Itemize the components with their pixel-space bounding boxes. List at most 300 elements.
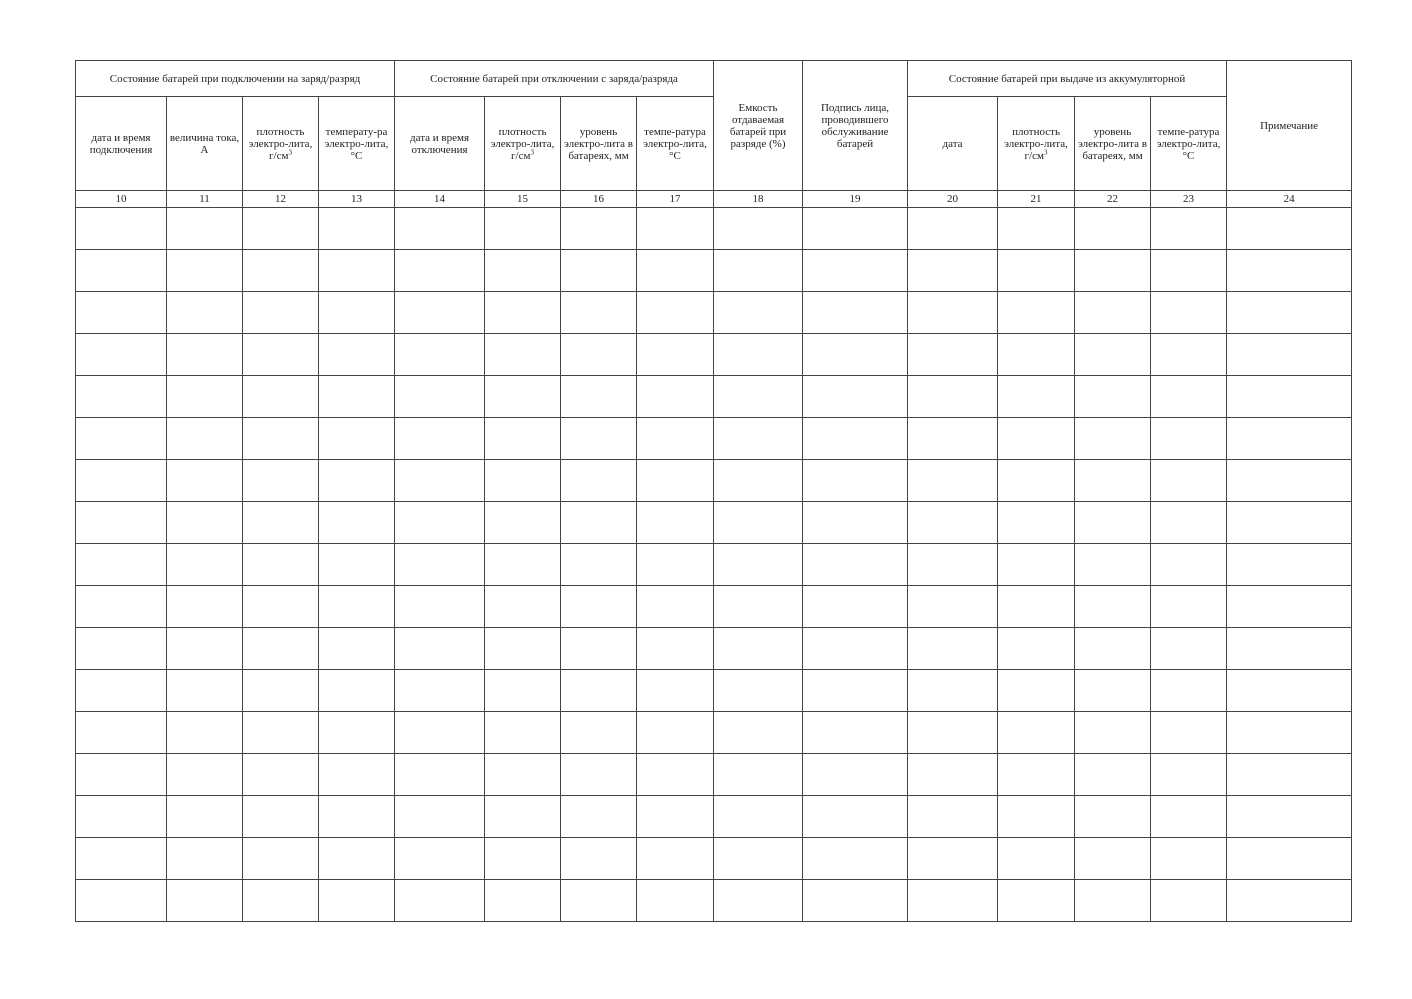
header-connect-density xyxy=(243,97,319,191)
header-current: величина тока, А xyxy=(167,97,243,191)
table-cell[interactable] xyxy=(1075,502,1151,544)
table-cell[interactable] xyxy=(395,712,485,754)
table-cell[interactable] xyxy=(1151,460,1227,502)
table-cell[interactable] xyxy=(485,334,561,376)
table-row xyxy=(76,502,1352,544)
table-cell[interactable] xyxy=(395,586,485,628)
table-cell[interactable] xyxy=(1075,670,1151,712)
table-cell[interactable] xyxy=(395,208,485,250)
table-cell[interactable] xyxy=(561,376,637,418)
table-row xyxy=(76,670,1352,712)
column-number: 19 xyxy=(803,191,908,208)
table-cell[interactable] xyxy=(714,502,803,544)
table-cell[interactable] xyxy=(76,376,167,418)
table-cell[interactable] xyxy=(908,712,998,754)
table-cell[interactable] xyxy=(1151,586,1227,628)
table-cell[interactable] xyxy=(485,670,561,712)
group-header-disconnect: Состояние батарей при отключении с заряда/разряда xyxy=(395,61,714,97)
column-number: 22 xyxy=(1075,191,1151,208)
table-cell[interactable] xyxy=(395,544,485,586)
column-number: 15 xyxy=(485,191,561,208)
table-cell[interactable] xyxy=(1227,460,1352,502)
table-cell[interactable] xyxy=(1151,334,1227,376)
table-cell[interactable] xyxy=(243,628,319,670)
table-cell[interactable] xyxy=(803,334,908,376)
table-cell[interactable] xyxy=(1075,292,1151,334)
table-cell[interactable] xyxy=(243,376,319,418)
table-cell[interactable] xyxy=(395,376,485,418)
table-cell[interactable] xyxy=(1075,544,1151,586)
table-cell[interactable] xyxy=(998,418,1075,460)
table-cell[interactable] xyxy=(167,460,243,502)
table-cell[interactable] xyxy=(167,796,243,838)
header-capacity: Емкость отдаваемая батарей при разряде (%) xyxy=(714,61,803,191)
table-cell[interactable] xyxy=(714,544,803,586)
table-cell[interactable] xyxy=(1227,712,1352,754)
superscript-3: 3 xyxy=(1043,147,1048,156)
table-cell[interactable] xyxy=(908,754,998,796)
table-row xyxy=(76,544,1352,586)
table-cell[interactable] xyxy=(485,376,561,418)
table-cell[interactable] xyxy=(637,418,714,460)
table-cell[interactable] xyxy=(319,292,395,334)
table-cell[interactable] xyxy=(561,502,637,544)
table-cell[interactable] xyxy=(167,712,243,754)
table-cell[interactable] xyxy=(803,460,908,502)
table-cell[interactable] xyxy=(908,586,998,628)
column-number: 12 xyxy=(243,191,319,208)
table-cell[interactable] xyxy=(1151,670,1227,712)
table-cell[interactable] xyxy=(76,460,167,502)
table-cell[interactable] xyxy=(908,628,998,670)
table-cell[interactable] xyxy=(803,880,908,922)
header-issue-level: уровень электро-лита в батареях, мм xyxy=(1075,97,1151,191)
table-cell[interactable] xyxy=(1227,334,1352,376)
table-cell[interactable] xyxy=(243,838,319,880)
table-cell[interactable] xyxy=(76,880,167,922)
table-cell[interactable] xyxy=(319,628,395,670)
table-cell[interactable] xyxy=(637,208,714,250)
table-cell[interactable] xyxy=(243,712,319,754)
table-cell[interactable] xyxy=(243,502,319,544)
table-cell[interactable] xyxy=(485,460,561,502)
table-cell[interactable] xyxy=(1075,796,1151,838)
table-cell[interactable] xyxy=(803,502,908,544)
table-cell[interactable] xyxy=(1075,460,1151,502)
table-cell[interactable] xyxy=(1075,628,1151,670)
column-number: 20 xyxy=(908,191,998,208)
table-cell[interactable] xyxy=(243,544,319,586)
table-cell[interactable] xyxy=(998,712,1075,754)
table-cell[interactable] xyxy=(319,796,395,838)
table-cell[interactable] xyxy=(998,586,1075,628)
table-cell[interactable] xyxy=(803,838,908,880)
table-cell[interactable] xyxy=(319,586,395,628)
table-cell[interactable] xyxy=(637,796,714,838)
table-cell[interactable] xyxy=(1151,754,1227,796)
table-cell[interactable] xyxy=(714,418,803,460)
table-cell[interactable] xyxy=(1151,418,1227,460)
table-cell[interactable] xyxy=(1075,880,1151,922)
table-cell[interactable] xyxy=(714,208,803,250)
table-row xyxy=(76,586,1352,628)
table-cell[interactable] xyxy=(998,208,1075,250)
column-number: 14 xyxy=(395,191,485,208)
table-cell[interactable] xyxy=(1075,712,1151,754)
table-cell[interactable] xyxy=(803,712,908,754)
table-cell[interactable] xyxy=(1227,754,1352,796)
table-cell[interactable] xyxy=(714,334,803,376)
table-cell[interactable] xyxy=(243,670,319,712)
table-cell[interactable] xyxy=(167,334,243,376)
table-row xyxy=(76,376,1352,418)
table-cell[interactable] xyxy=(1227,880,1352,922)
table-cell[interactable] xyxy=(395,838,485,880)
table-cell[interactable] xyxy=(485,502,561,544)
table-row xyxy=(76,628,1352,670)
table-cell[interactable] xyxy=(803,418,908,460)
table-cell[interactable] xyxy=(637,502,714,544)
table-cell[interactable] xyxy=(485,796,561,838)
table-cell[interactable] xyxy=(485,712,561,754)
table-cell[interactable] xyxy=(76,334,167,376)
table-cell[interactable] xyxy=(908,670,998,712)
table-cell[interactable] xyxy=(561,838,637,880)
table-cell[interactable] xyxy=(637,838,714,880)
table-cell[interactable] xyxy=(319,250,395,292)
table-row xyxy=(76,418,1352,460)
table-cell[interactable] xyxy=(637,628,714,670)
header-issue-density-text: плотность электро-лита, г/см xyxy=(1004,125,1068,162)
table-cell[interactable] xyxy=(485,418,561,460)
table-cell[interactable] xyxy=(1227,796,1352,838)
table-cell[interactable] xyxy=(1151,880,1227,922)
table-cell[interactable] xyxy=(167,754,243,796)
table-cell[interactable] xyxy=(243,334,319,376)
table-cell[interactable] xyxy=(998,292,1075,334)
column-numbers-row xyxy=(76,191,1352,208)
header-issue-temperature: темпе-ратура электро-лита, °C xyxy=(1151,97,1227,191)
table-cell[interactable] xyxy=(485,586,561,628)
table-cell[interactable] xyxy=(485,292,561,334)
table-cell[interactable] xyxy=(1151,712,1227,754)
table-cell[interactable] xyxy=(76,586,167,628)
table-cell[interactable] xyxy=(637,544,714,586)
table-cell[interactable] xyxy=(998,628,1075,670)
table-cell[interactable] xyxy=(1075,334,1151,376)
table-cell[interactable] xyxy=(395,250,485,292)
table-cell[interactable] xyxy=(998,376,1075,418)
table-cell[interactable] xyxy=(1227,670,1352,712)
table-row xyxy=(76,292,1352,334)
table-cell[interactable] xyxy=(1075,208,1151,250)
table-row xyxy=(76,838,1352,880)
table-cell[interactable] xyxy=(319,712,395,754)
table-cell[interactable] xyxy=(319,418,395,460)
table-cell[interactable] xyxy=(637,460,714,502)
table-cell[interactable] xyxy=(908,460,998,502)
table-cell[interactable] xyxy=(243,208,319,250)
table-cell[interactable] xyxy=(803,376,908,418)
table-cell[interactable] xyxy=(167,376,243,418)
table-cell[interactable] xyxy=(1151,544,1227,586)
table-cell[interactable] xyxy=(561,670,637,712)
table-cell[interactable] xyxy=(561,796,637,838)
table-cell[interactable] xyxy=(908,502,998,544)
table-cell[interactable] xyxy=(395,754,485,796)
table-cell[interactable] xyxy=(561,880,637,922)
header-disconnect-temperature: темпе-ратура электро-лита, °C xyxy=(637,97,714,191)
table-cell[interactable] xyxy=(76,838,167,880)
table-cell[interactable] xyxy=(319,208,395,250)
table-cell[interactable] xyxy=(1151,292,1227,334)
table-cell[interactable] xyxy=(319,460,395,502)
table-cell[interactable] xyxy=(803,796,908,838)
table-cell[interactable] xyxy=(998,880,1075,922)
table-cell[interactable] xyxy=(167,292,243,334)
table-cell[interactable] xyxy=(714,376,803,418)
table-cell[interactable] xyxy=(76,544,167,586)
table-cell[interactable] xyxy=(998,334,1075,376)
table-cell[interactable] xyxy=(637,376,714,418)
table-cell[interactable] xyxy=(1075,418,1151,460)
table-cell[interactable] xyxy=(561,334,637,376)
table-cell[interactable] xyxy=(1075,754,1151,796)
table-cell[interactable] xyxy=(803,292,908,334)
table-cell[interactable] xyxy=(803,670,908,712)
table-cell[interactable] xyxy=(998,670,1075,712)
table-cell[interactable] xyxy=(637,334,714,376)
table-cell[interactable] xyxy=(485,544,561,586)
table-cell[interactable] xyxy=(76,418,167,460)
table-row xyxy=(76,712,1352,754)
table-cell[interactable] xyxy=(243,880,319,922)
table-cell[interactable] xyxy=(998,250,1075,292)
table-cell[interactable] xyxy=(637,250,714,292)
table-row xyxy=(76,208,1352,250)
table-cell[interactable] xyxy=(908,838,998,880)
table-cell[interactable] xyxy=(319,544,395,586)
table-cell[interactable] xyxy=(803,544,908,586)
table-cell[interactable] xyxy=(803,628,908,670)
superscript-3: 3 xyxy=(288,147,292,156)
table-cell[interactable] xyxy=(243,754,319,796)
table-cell[interactable] xyxy=(998,460,1075,502)
table-cell[interactable] xyxy=(243,460,319,502)
table-cell[interactable] xyxy=(243,586,319,628)
table-cell[interactable] xyxy=(1075,586,1151,628)
table-cell[interactable] xyxy=(561,292,637,334)
table-cell[interactable] xyxy=(1227,628,1352,670)
table-cell[interactable] xyxy=(561,208,637,250)
table-cell[interactable] xyxy=(319,670,395,712)
table-cell[interactable] xyxy=(1227,376,1352,418)
table-cell[interactable] xyxy=(76,754,167,796)
table-cell[interactable] xyxy=(1151,502,1227,544)
table-cell[interactable] xyxy=(908,292,998,334)
table-cell[interactable] xyxy=(1227,208,1352,250)
table-cell[interactable] xyxy=(167,838,243,880)
column-number: 11 xyxy=(167,191,243,208)
header-disconnect-level: уровень электро-лита в батареях, мм xyxy=(561,97,637,191)
table-cell[interactable] xyxy=(998,754,1075,796)
table-cell[interactable] xyxy=(167,544,243,586)
header-disconnect-density-text: плотность электро-лита, г/см xyxy=(490,125,555,162)
table-cell[interactable] xyxy=(908,334,998,376)
table-cell[interactable] xyxy=(714,670,803,712)
table-cell[interactable] xyxy=(319,754,395,796)
table-cell[interactable] xyxy=(1151,628,1227,670)
table-cell[interactable] xyxy=(395,670,485,712)
table-cell[interactable] xyxy=(76,292,167,334)
table-cell[interactable] xyxy=(908,796,998,838)
table-cell[interactable] xyxy=(561,544,637,586)
table-cell[interactable] xyxy=(998,502,1075,544)
table-row xyxy=(76,796,1352,838)
table-cell[interactable] xyxy=(561,586,637,628)
table-cell[interactable] xyxy=(803,586,908,628)
table-cell[interactable] xyxy=(637,292,714,334)
table-cell[interactable] xyxy=(803,208,908,250)
table-cell[interactable] xyxy=(637,586,714,628)
table-cell[interactable] xyxy=(998,838,1075,880)
table-cell[interactable] xyxy=(714,250,803,292)
table-row xyxy=(76,754,1352,796)
table-cell[interactable] xyxy=(803,250,908,292)
table-cell[interactable] xyxy=(561,418,637,460)
table-cell[interactable] xyxy=(908,376,998,418)
table-cell[interactable] xyxy=(714,712,803,754)
table-cell[interactable] xyxy=(167,628,243,670)
table-cell[interactable] xyxy=(395,880,485,922)
table-cell[interactable] xyxy=(395,334,485,376)
table-cell[interactable] xyxy=(485,754,561,796)
table-cell[interactable] xyxy=(1151,796,1227,838)
table-cell[interactable] xyxy=(319,838,395,880)
table-cell[interactable] xyxy=(167,418,243,460)
table-cell[interactable] xyxy=(714,628,803,670)
table-cell[interactable] xyxy=(76,208,167,250)
table-cell[interactable] xyxy=(167,670,243,712)
header-disconnect-density xyxy=(485,97,561,191)
table-cell[interactable] xyxy=(243,418,319,460)
column-number: 18 xyxy=(714,191,803,208)
table-cell[interactable] xyxy=(76,796,167,838)
table-cell[interactable] xyxy=(76,712,167,754)
table-cell[interactable] xyxy=(561,712,637,754)
table-cell[interactable] xyxy=(908,208,998,250)
table-cell[interactable] xyxy=(395,292,485,334)
table-cell[interactable] xyxy=(319,880,395,922)
table-cell[interactable] xyxy=(714,460,803,502)
table-cell[interactable] xyxy=(395,502,485,544)
table-cell[interactable] xyxy=(76,502,167,544)
table-cell[interactable] xyxy=(714,586,803,628)
table-cell[interactable] xyxy=(998,796,1075,838)
table-cell[interactable] xyxy=(319,334,395,376)
table-row xyxy=(76,334,1352,376)
table-cell[interactable] xyxy=(485,628,561,670)
table-cell[interactable] xyxy=(1227,250,1352,292)
table-cell[interactable] xyxy=(561,250,637,292)
table-cell[interactable] xyxy=(1227,418,1352,460)
table-cell[interactable] xyxy=(1075,250,1151,292)
table-cell[interactable] xyxy=(1075,838,1151,880)
table-cell[interactable] xyxy=(1151,376,1227,418)
table-cell[interactable] xyxy=(637,670,714,712)
table-cell[interactable] xyxy=(1151,838,1227,880)
table-cell[interactable] xyxy=(485,250,561,292)
table-cell[interactable] xyxy=(485,880,561,922)
table-cell[interactable] xyxy=(908,418,998,460)
table-cell[interactable] xyxy=(998,544,1075,586)
table-cell[interactable] xyxy=(1227,502,1352,544)
table-cell[interactable] xyxy=(637,880,714,922)
table-cell[interactable] xyxy=(76,670,167,712)
table-cell[interactable] xyxy=(1151,208,1227,250)
table-cell[interactable] xyxy=(1227,838,1352,880)
table-cell[interactable] xyxy=(76,250,167,292)
header-signature: Подпись лица, проводившего обслуживание батарей xyxy=(803,61,908,191)
table-cell[interactable] xyxy=(395,460,485,502)
table-cell[interactable] xyxy=(319,376,395,418)
column-number: 10 xyxy=(76,191,167,208)
table-row xyxy=(76,460,1352,502)
table-cell[interactable] xyxy=(637,712,714,754)
table-cell[interactable] xyxy=(485,838,561,880)
table-cell[interactable] xyxy=(803,754,908,796)
table-cell[interactable] xyxy=(714,880,803,922)
header-connect-datetime: дата и время подключения xyxy=(76,97,167,191)
table-cell[interactable] xyxy=(637,754,714,796)
table-cell[interactable] xyxy=(76,628,167,670)
table-cell[interactable] xyxy=(167,502,243,544)
table-cell[interactable] xyxy=(714,796,803,838)
table-cell[interactable] xyxy=(714,754,803,796)
header-disconnect-datetime: дата и время отключения xyxy=(395,97,485,191)
table-cell[interactable] xyxy=(1151,250,1227,292)
table-cell[interactable] xyxy=(561,460,637,502)
table-cell[interactable] xyxy=(243,796,319,838)
table-row xyxy=(76,250,1352,292)
table-cell[interactable] xyxy=(243,250,319,292)
table-cell[interactable] xyxy=(167,250,243,292)
table-cell[interactable] xyxy=(908,250,998,292)
header-note: Примечание xyxy=(1227,61,1352,191)
column-number: 13 xyxy=(319,191,395,208)
table-cell[interactable] xyxy=(1227,586,1352,628)
group-header-connect: Состояние батарей при подключении на заряд/разряд xyxy=(76,61,395,97)
table-cell[interactable] xyxy=(561,628,637,670)
table-cell[interactable] xyxy=(561,754,637,796)
table-cell[interactable] xyxy=(395,418,485,460)
table-cell[interactable] xyxy=(167,208,243,250)
table-cell[interactable] xyxy=(167,586,243,628)
table-cell[interactable] xyxy=(319,502,395,544)
table-cell[interactable] xyxy=(908,880,998,922)
table-cell[interactable] xyxy=(714,838,803,880)
table-cell[interactable] xyxy=(1075,376,1151,418)
table-cell[interactable] xyxy=(714,292,803,334)
table-cell[interactable] xyxy=(485,208,561,250)
table-cell[interactable] xyxy=(1227,292,1352,334)
table-cell[interactable] xyxy=(908,544,998,586)
table-cell[interactable] xyxy=(1227,544,1352,586)
table-cell[interactable] xyxy=(167,880,243,922)
table-cell[interactable] xyxy=(243,292,319,334)
table-cell[interactable] xyxy=(395,628,485,670)
table-cell[interactable] xyxy=(395,796,485,838)
